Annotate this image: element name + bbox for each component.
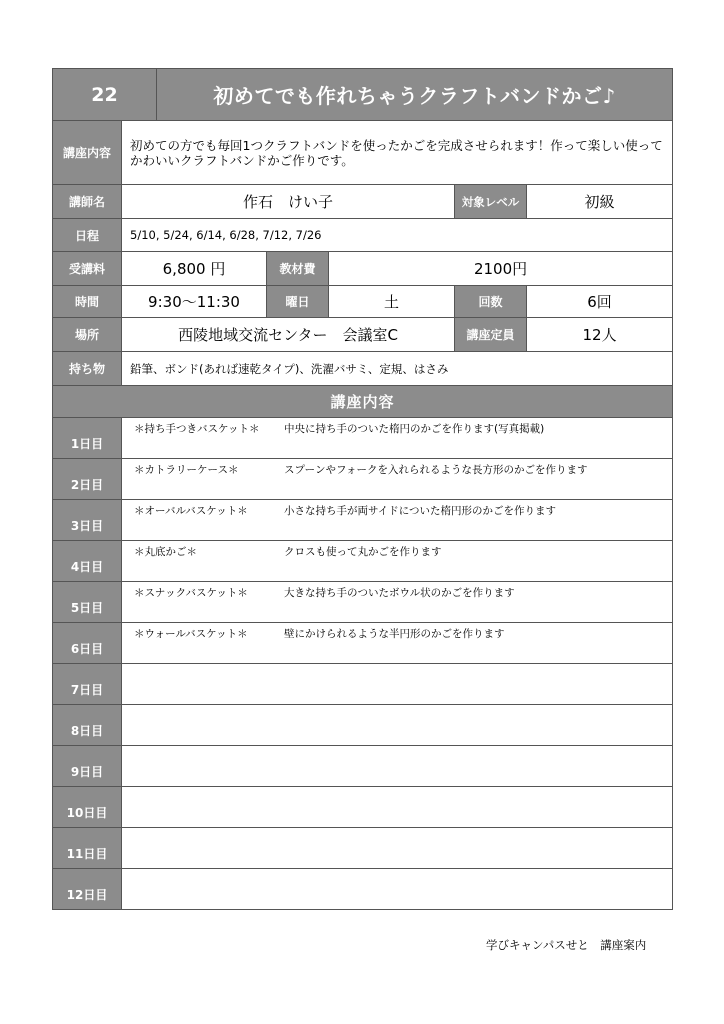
schedule-label: 日程 (53, 219, 122, 252)
session-content (122, 705, 673, 746)
schedule-dates: 5/10, 5/24, 6/14, 6/28, 7/12, 7/26 (122, 219, 673, 252)
session-name: ＊ウォールバスケット＊ (134, 628, 248, 640)
level-label: 対象レベル (455, 185, 527, 219)
description-label: 講座内容 (53, 121, 122, 185)
items-value: 鉛筆、ボンド(あれば速乾タイプ)、洗濯バサミ、定規、はさみ (122, 352, 673, 386)
instructor-label: 講師名 (53, 185, 122, 219)
items-row (53, 352, 673, 386)
session-day: 10日目 (53, 787, 122, 828)
material-label: 教材費 (267, 252, 329, 286)
session-content (122, 623, 673, 664)
session-content (122, 418, 673, 459)
session-row (53, 705, 673, 746)
session-desc: 小さな持ち手が両サイドについた楕円形のかごを作ります (284, 505, 557, 517)
session-day: 2日目 (53, 459, 122, 500)
level-value: 初級 (527, 185, 673, 219)
instructor-row (53, 185, 673, 219)
session-day: 6日目 (53, 623, 122, 664)
session-day: 7日目 (53, 664, 122, 705)
session-row (53, 623, 673, 664)
capacity-label: 講座定員 (455, 318, 527, 352)
session-day: 11日目 (53, 828, 122, 869)
fee-value: 6,800 円 (122, 252, 267, 286)
session-name: ＊丸底かご＊ (134, 546, 197, 558)
session-row (53, 500, 673, 541)
weekday-value: 土 (329, 286, 455, 318)
session-row (53, 418, 673, 459)
header-row (53, 69, 673, 121)
session-day: 3日目 (53, 500, 122, 541)
instructor-name: 作石 けい子 (122, 185, 455, 219)
time-value: 9:30～11:30 (122, 286, 267, 318)
session-row (53, 787, 673, 828)
session-day: 12日目 (53, 869, 122, 910)
course-table (52, 68, 673, 910)
course-title: 初めてでも作れちゃうクラフトバンドかご♪ (157, 69, 673, 121)
fee-label: 受講料 (53, 252, 122, 286)
sessions-title: 講座内容 (53, 386, 673, 418)
weekday-label: 曜日 (267, 286, 329, 318)
session-content (122, 828, 673, 869)
description-text: 初めての方でも毎回1つクラフトバンドを使ったかごを完成させられます！作って楽しい使ってかわいいクラフトバンドかご作りです。 (122, 121, 673, 185)
footer-note: 学びキャンパスせと 講座案内 (486, 938, 647, 952)
course-sheet (52, 68, 672, 910)
session-content (122, 459, 673, 500)
session-row (53, 746, 673, 787)
session-row (53, 828, 673, 869)
session-day: 8日目 (53, 705, 122, 746)
time-row (53, 286, 673, 318)
material-value: 2100円 (329, 252, 673, 286)
description-row (53, 121, 673, 185)
session-content (122, 541, 673, 582)
items-label: 持ち物 (53, 352, 122, 386)
session-desc: 中央に持ち手のついた楕円のかごを作ります(写真掲載) (284, 423, 545, 435)
session-name: ＊カトラリーケース＊ (134, 464, 239, 476)
session-desc: 大きな持ち手のついたボウル状のかごを作ります (284, 587, 515, 599)
session-day: 9日目 (53, 746, 122, 787)
session-desc: 壁にかけられるような半円形のかごを作ります (284, 628, 505, 640)
session-name: ＊オーバルバスケット＊ (134, 505, 248, 517)
session-row (53, 869, 673, 910)
session-row (53, 459, 673, 500)
session-content (122, 500, 673, 541)
session-desc: スプーンやフォークを入れられるような長方形のかごを作ります (284, 464, 588, 476)
place-label: 場所 (53, 318, 122, 352)
sessions-header-row (53, 386, 673, 418)
session-content (122, 582, 673, 623)
schedule-row (53, 219, 673, 252)
session-content (122, 746, 673, 787)
session-day: 5日目 (53, 582, 122, 623)
session-content (122, 869, 673, 910)
count-value: 6回 (527, 286, 673, 318)
session-day: 1日目 (53, 418, 122, 459)
session-desc: クロスも使って丸かごを作ります (284, 546, 442, 558)
session-day: 4日目 (53, 541, 122, 582)
session-row (53, 664, 673, 705)
session-content (122, 664, 673, 705)
time-label: 時間 (53, 286, 122, 318)
place-row (53, 318, 673, 352)
fee-row (53, 252, 673, 286)
place-value: 西陵地域交流センター 会議室C (122, 318, 455, 352)
count-label: 回数 (455, 286, 527, 318)
session-row (53, 541, 673, 582)
capacity-value: 12人 (527, 318, 673, 352)
session-row (53, 582, 673, 623)
session-name: ＊持ち手つきバスケット＊ (134, 423, 260, 435)
session-name: ＊スナックバスケット＊ (134, 587, 248, 599)
session-content (122, 787, 673, 828)
course-number: 22 (53, 69, 157, 121)
